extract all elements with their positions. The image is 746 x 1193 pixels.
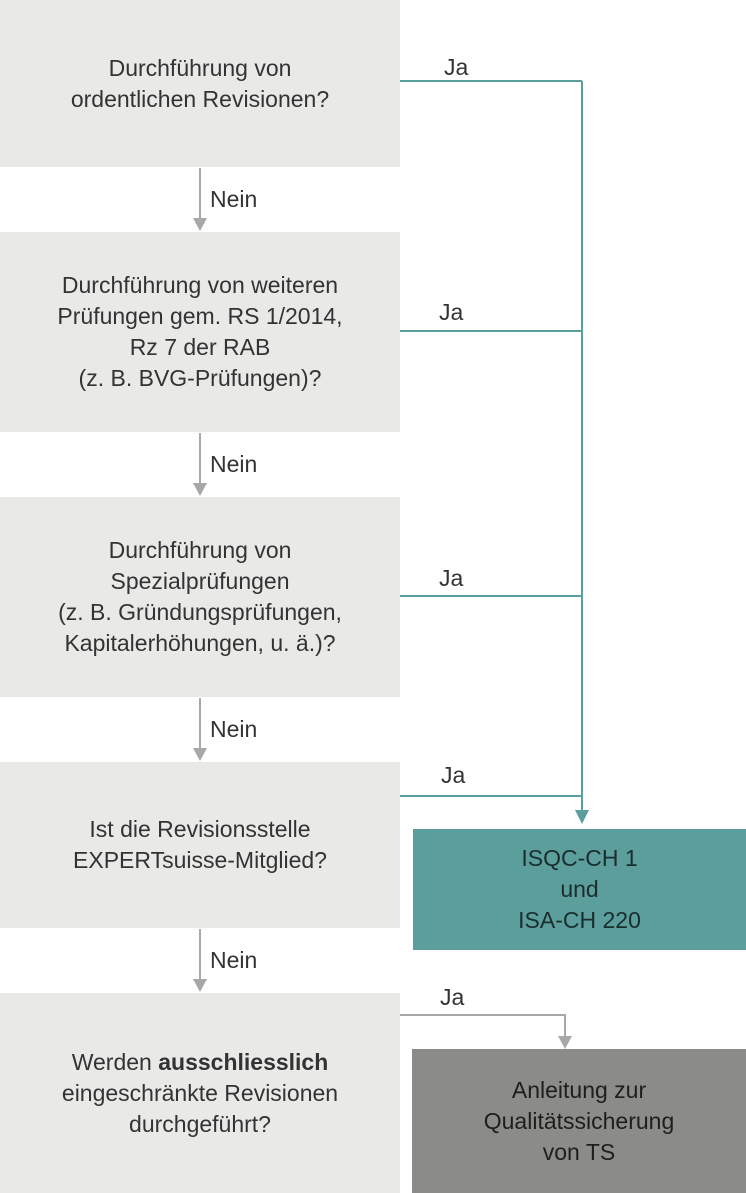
no-arrow-4 [193,929,207,992]
question-eingeschraenkte-revisionen [0,993,400,1193]
question-text: Werden [71,1048,159,1075]
question-text: Durchführung von weiteren [61,272,339,298]
result-text: ISA-CH 220 [518,907,641,933]
result-text: und [560,876,599,902]
question-text: Kapitalerhöhungen, u. ä.)? [64,630,336,656]
yes-label-5: Ja [440,984,465,1010]
question-text: EXPERTsuisse-Mitglied? [73,847,327,873]
question-text: eingeschränkte Revisionen [61,1079,339,1106]
yes-connector-5 [400,1015,572,1049]
result-text: Qualitätssicherung [483,1107,675,1134]
yes-label-3: Ja [439,565,464,591]
question-text: Prüfungen gem. RS 1/2014, [57,303,343,329]
question-text: Ist die Revisionsstelle [89,816,311,842]
yes-label-2: Ja [439,299,464,325]
result-isqc-isa [413,829,746,950]
yes-label-4: Ja [441,762,466,788]
no-label-4: Nein [210,947,258,973]
yes-label-1: Ja [444,54,469,80]
question-text: (z. B. Gründungsprüfungen, [58,599,342,625]
question-expertsuisse-mitglied [0,762,400,928]
question-text: durchgeführt? [129,1110,271,1137]
no-label-2: Nein [210,451,258,477]
no-label-1: Nein [210,186,258,212]
question-spezialpruefungen [0,497,400,697]
question-text: Durchführung von [108,54,292,81]
result-text: Anleitung zur [511,1076,647,1103]
question-text: Rz 7 der RAB [129,334,271,360]
no-arrow-2 [193,433,207,496]
question-text-emphasis: ausschliesslich [158,1048,329,1075]
no-label-3: Nein [210,716,258,742]
question-text: Spezialprüfungen [110,568,290,594]
question-text-line-1 [72,1047,329,1078]
question-weitere-pruefungen [0,232,400,432]
question-ordentliche-revisionen [0,0,400,167]
result-text: ISQC-CH 1 [521,845,638,871]
no-arrow-1 [193,168,207,231]
result-text: von TS [542,1138,616,1165]
no-arrow-3 [193,698,207,761]
question-text: Durchführung von [108,537,292,563]
question-text: (z. B. BVG-Prüfungen)? [78,365,322,391]
yes-arrowhead [575,810,589,824]
question-text: ordentlichen Revisionen? [70,85,330,112]
result-anleitung-qualitaetssicherung [412,1049,746,1193]
